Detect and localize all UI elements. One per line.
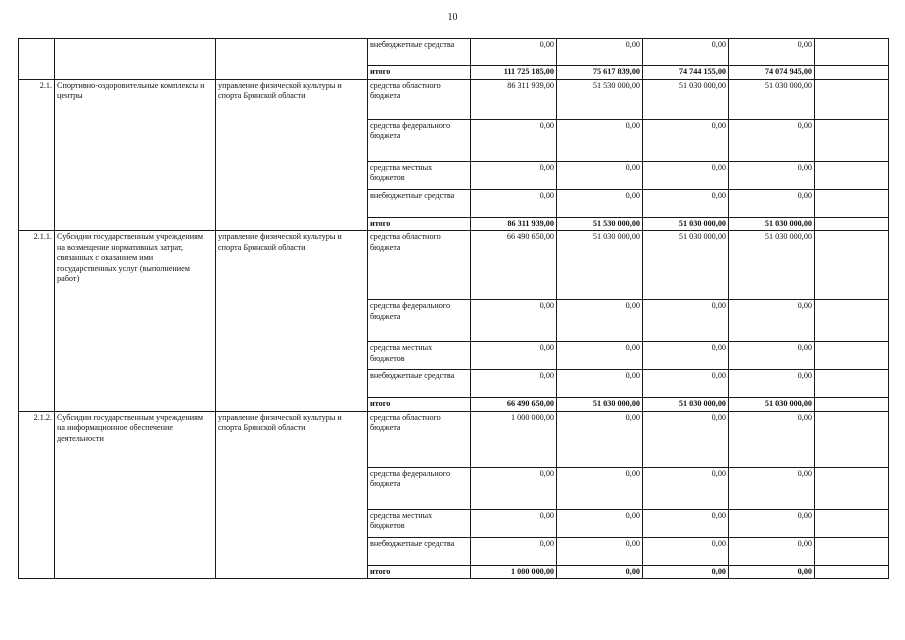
funding-source-cell: внебюджетные средства — [368, 189, 471, 217]
funding-source-cell: средства федерального бюджета — [368, 467, 471, 509]
amount-cell: 0,00 — [729, 370, 815, 398]
amount-cell: 0,00 — [643, 411, 729, 467]
amount-cell: 0,00 — [643, 565, 729, 579]
amount-cell: 0,00 — [557, 300, 643, 342]
amount-cell: 86 311 939,00 — [471, 217, 557, 231]
empty-cell — [815, 66, 889, 80]
amount-cell: 111 725 185,00 — [471, 66, 557, 80]
amount-cell: 0,00 — [729, 300, 815, 342]
empty-cell — [815, 39, 889, 66]
amount-cell: 0,00 — [643, 342, 729, 370]
empty-cell — [815, 398, 889, 412]
item-name: Субсидии государственным учреждениям на возмещение нормативных затрат, связанных с оказанием ими государственных услуг (выполнением работ) — [55, 231, 216, 412]
amount-cell: 0,00 — [643, 370, 729, 398]
amount-cell: 0,00 — [471, 300, 557, 342]
amount-cell: 0,00 — [557, 161, 643, 189]
funding-source-cell: средства областного бюджета — [368, 79, 471, 119]
amount-cell: 0,00 — [557, 39, 643, 66]
funding-source-cell: внебюджетные средства — [368, 537, 471, 565]
amount-cell: 0,00 — [557, 342, 643, 370]
amount-cell: 0,00 — [729, 39, 815, 66]
empty-cell — [815, 509, 889, 537]
amount-cell: 0,00 — [557, 565, 643, 579]
name-cell — [55, 39, 216, 80]
amount-cell: 0,00 — [729, 161, 815, 189]
table-row — [19, 231, 889, 300]
amount-cell: 0,00 — [729, 509, 815, 537]
amount-cell: 0,00 — [729, 565, 815, 579]
funding-source-cell: итого — [368, 217, 471, 231]
amount-cell: 0,00 — [557, 370, 643, 398]
amount-cell: 51 030 000,00 — [643, 231, 729, 300]
page-number: 10 — [447, 12, 458, 23]
empty-cell — [815, 537, 889, 565]
item-code: 2.1. — [19, 79, 55, 231]
amount-cell: 51 030 000,00 — [643, 79, 729, 119]
empty-cell — [815, 565, 889, 579]
item-name: Субсидии государственным учреждениям на информационное обеспечение деятельности — [55, 411, 216, 579]
empty-cell — [815, 300, 889, 342]
funding-source-cell: средства федерального бюджета — [368, 300, 471, 342]
executor-cell — [216, 39, 368, 80]
amount-cell: 0,00 — [729, 342, 815, 370]
amount-cell: 0,00 — [643, 189, 729, 217]
funding-source-cell: средства местных бюджетов — [368, 509, 471, 537]
budget-table — [18, 38, 889, 579]
amount-cell: 0,00 — [643, 161, 729, 189]
item-code: 2.1.2. — [19, 411, 55, 579]
amount-cell: 0,00 — [729, 189, 815, 217]
amount-cell: 51 030 000,00 — [729, 217, 815, 231]
amount-cell: 51 530 000,00 — [557, 217, 643, 231]
amount-cell: 0,00 — [557, 537, 643, 565]
funding-source-cell: средства областного бюджета — [368, 411, 471, 467]
amount-cell: 0,00 — [471, 39, 557, 66]
empty-cell — [815, 467, 889, 509]
item-executor: управление физической культуры и спорта Брянской области — [216, 231, 368, 412]
amount-cell: 0,00 — [729, 119, 815, 161]
amount-cell: 0,00 — [471, 537, 557, 565]
amount-cell: 51 030 000,00 — [557, 231, 643, 300]
amount-cell: 74 074 945,00 — [729, 66, 815, 80]
table-row — [19, 79, 889, 119]
amount-cell: 75 617 839,00 — [557, 66, 643, 80]
empty-cell — [815, 79, 889, 119]
amount-cell: 0,00 — [471, 189, 557, 217]
table-row — [19, 39, 889, 66]
amount-cell: 51 530 000,00 — [557, 79, 643, 119]
amount-cell: 0,00 — [643, 119, 729, 161]
amount-cell: 1 000 000,00 — [471, 565, 557, 579]
amount-cell: 51 030 000,00 — [643, 398, 729, 412]
amount-cell: 1 000 000,00 — [471, 411, 557, 467]
empty-cell — [815, 342, 889, 370]
code-cell — [19, 39, 55, 80]
amount-cell: 74 744 155,00 — [643, 66, 729, 80]
empty-cell — [815, 370, 889, 398]
empty-cell — [815, 161, 889, 189]
amount-cell: 0,00 — [557, 119, 643, 161]
item-code: 2.1.1. — [19, 231, 55, 412]
empty-cell — [815, 411, 889, 467]
amount-cell: 66 490 650,00 — [471, 398, 557, 412]
funding-source-cell: внебюджетные средства — [368, 39, 471, 66]
amount-cell: 0,00 — [643, 300, 729, 342]
amount-cell: 51 030 000,00 — [643, 217, 729, 231]
amount-cell: 51 030 000,00 — [729, 79, 815, 119]
amount-cell: 0,00 — [643, 537, 729, 565]
funding-source-cell: итого — [368, 565, 471, 579]
amount-cell: 0,00 — [557, 467, 643, 509]
funding-source-cell: итого — [368, 66, 471, 80]
empty-cell — [815, 231, 889, 300]
amount-cell: 0,00 — [557, 509, 643, 537]
amount-cell: 0,00 — [643, 39, 729, 66]
empty-cell — [815, 217, 889, 231]
amount-cell: 0,00 — [729, 411, 815, 467]
amount-cell: 66 490 650,00 — [471, 231, 557, 300]
item-executor: управление физической культуры и спорта Брянской области — [216, 79, 368, 231]
amount-cell: 0,00 — [471, 342, 557, 370]
amount-cell: 0,00 — [729, 537, 815, 565]
empty-cell — [815, 119, 889, 161]
table-body — [19, 39, 889, 579]
amount-cell: 0,00 — [471, 161, 557, 189]
empty-cell — [815, 189, 889, 217]
amount-cell: 0,00 — [471, 370, 557, 398]
funding-source-cell: средства областного бюджета — [368, 231, 471, 300]
item-executor: управление физической культуры и спорта Брянской области — [216, 411, 368, 579]
amount-cell: 0,00 — [557, 411, 643, 467]
amount-cell: 0,00 — [643, 467, 729, 509]
item-name: Спортивно-оздоровительные комплексы и центры — [55, 79, 216, 231]
amount-cell: 0,00 — [557, 189, 643, 217]
funding-source-cell: внебюджетные средства — [368, 370, 471, 398]
amount-cell: 0,00 — [471, 509, 557, 537]
funding-source-cell: итого — [368, 398, 471, 412]
amount-cell: 0,00 — [729, 467, 815, 509]
amount-cell: 0,00 — [643, 509, 729, 537]
amount-cell: 51 030 000,00 — [557, 398, 643, 412]
funding-source-cell: средства федерального бюджета — [368, 119, 471, 161]
table-row — [19, 411, 889, 467]
amount-cell: 0,00 — [471, 467, 557, 509]
funding-source-cell: средства местных бюджетов — [368, 161, 471, 189]
amount-cell: 51 030 000,00 — [729, 231, 815, 300]
amount-cell: 86 311 939,00 — [471, 79, 557, 119]
amount-cell: 0,00 — [471, 119, 557, 161]
funding-source-cell: средства местных бюджетов — [368, 342, 471, 370]
amount-cell: 51 030 000,00 — [729, 398, 815, 412]
